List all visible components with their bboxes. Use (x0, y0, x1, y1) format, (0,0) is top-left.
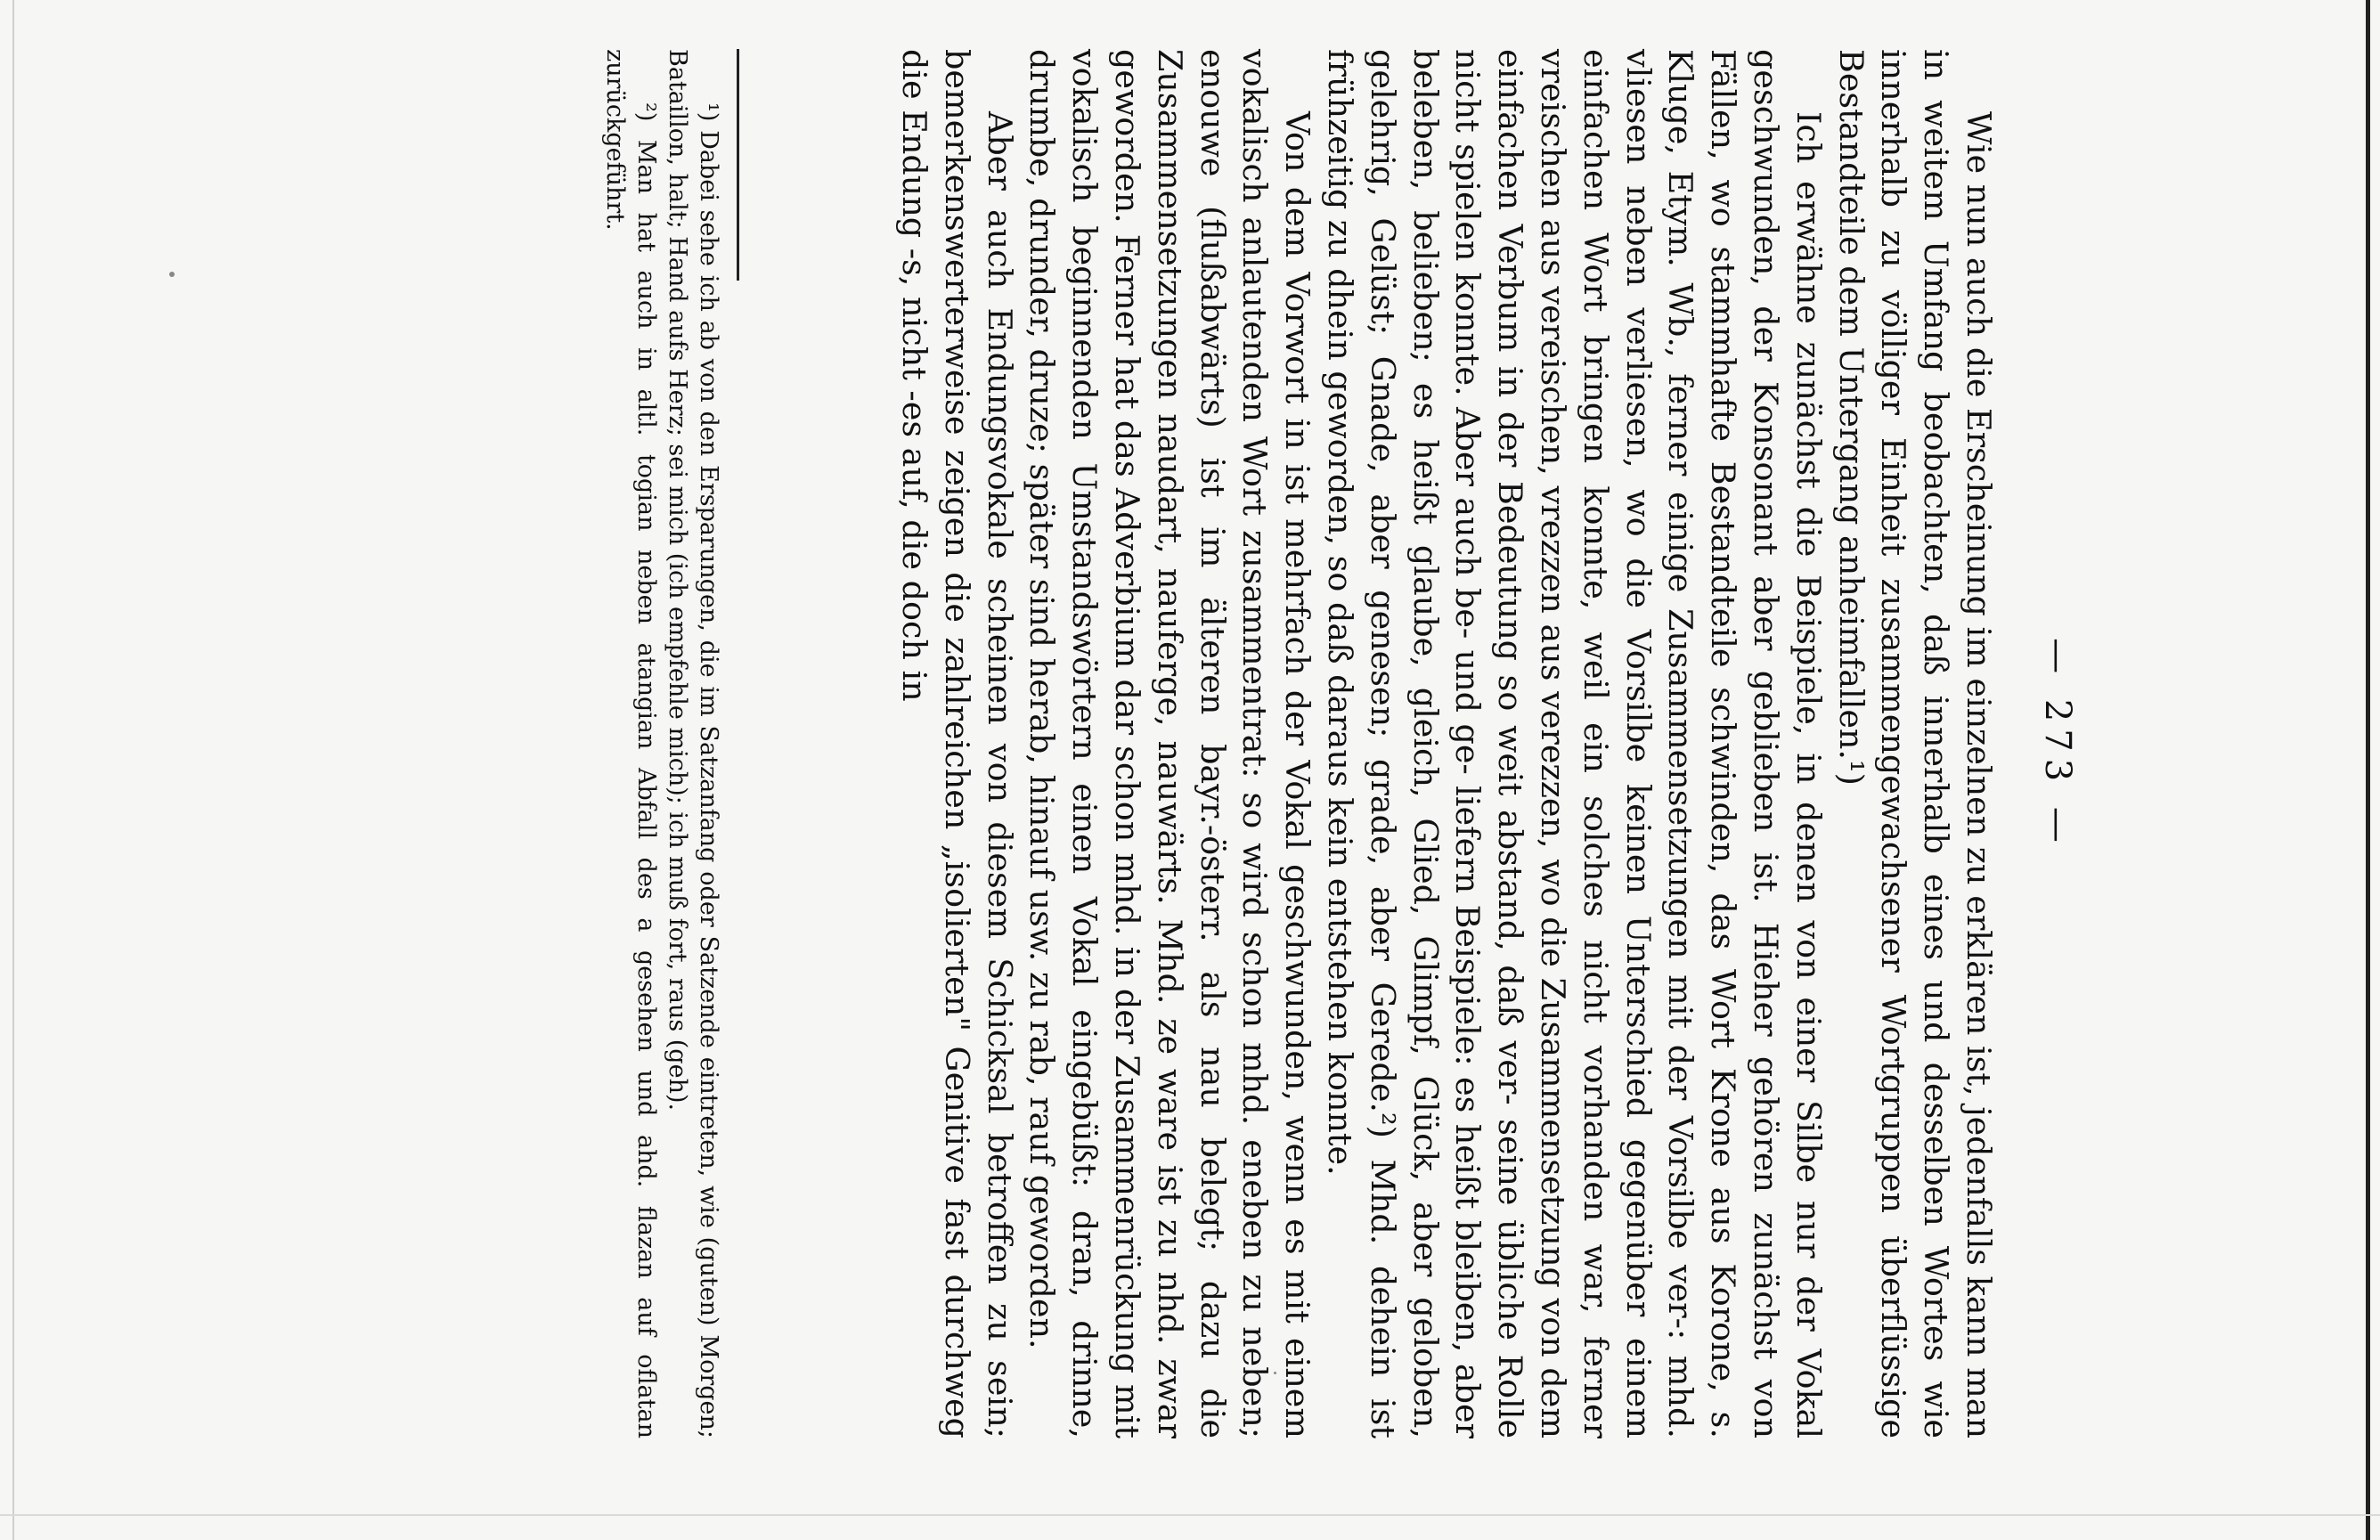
footnote: ¹) Dabei sehe ich ab von den Ersparungen, die im Satzanfang oder Satzende eintreten, wie (guten) Morgen; Bataillon, halt; Hand aufs Herz; sei mich (ich empfehle mich); ich muß fort, raus (geh). (664, 49, 722, 1438)
page-body (892, 49, 2000, 1438)
dust-speck (169, 272, 175, 277)
footnote-rule (737, 49, 739, 281)
paragraph: Wie nun auch die Erscheinung im einzelnen zu erklären ist, jedenfalls kann man in weitem Umfang beobachten, daß innerhalb eines und desselben Wortes wie innerhalb zu völliger Einheit zusammengewachsener Wortgruppen überflüssige Bestandteile dem Untergang anheimfallen.¹) (1831, 49, 1998, 1438)
book-page (298, 49, 2089, 1438)
paragraph: Ich erwähne zunächst die Beispiele, in denen von einer Silbe nur der Vokal geschwunden, der Konsonant aber geblieben ist. Hieher gehören zunächst von Fällen, wo stammhafte Bestandteile schwinden, das Wort Krone aus Korone, s. Kluge, Etym. Wb., ferner einige Zusammensetzungen mit der Vorsilbe ver-: mhd. vliesen neben verliesen, wo die Vorsilbe keinen Unterschied gegenüber einem einfachen Wort bringen konnte, weil ein solches nicht vorhanden war, ferner vreischen aus vereischen, vrezzen aus verezzen, wo die Zusammensetzung von dem einfachen Verbum in der Bedeutung so weit abstand, daß ver- seine übliche Rolle nicht spielen konnte. Aber auch be- und ge- liefern Beispiele: es heißt bleiben, aber beleben, belieben; es heißt glaube, gleich, Glied, Glimpf, Glück, aber geloben, gelehrig, Gelüst; Gnade, aber genesen; grade, aber Gerede.²) Mhd. dehein ist frühzeitig zu dhein geworden, so daß daraus kein entstehen konnte. (1321, 49, 1828, 1438)
paragraph: Von dem Vorwort in ist mehrfach der Vokal geschwunden, wenn es mit einem vokalisch anlautenden Wort zusammentrat: so wird schon mhd. eneben zu neben; enouwe (flußabwärts) ist im älteren bayr.-österr. als nau belegt; dazu die Zusammensetzungen naudart, nauferge, nauwärts. Mhd. ze ware ist zu nhd. zwar geworden. Ferner hat das Adverbium dar schon mhd. in der Zusammenrückung mit vokalisch beginnenden Umstandswörtern einen Vokal eingebüßt: dran, drinne, drumbe, drunder, druze; später sind herab, hinauf usw. zu rab, rauf geworden. (1023, 49, 1317, 1438)
footnote: ²) Man hat auch in altl. togian neben atangian Abfall des a gesehen und ahd. flazan auf oflatan zurückgeführt. (601, 49, 660, 1438)
scan-left-edge (12, 0, 14, 1540)
footnotes (599, 49, 724, 1438)
paragraph: Aber auch Endungsvokale scheinen von diesem Schicksal betroffen zu sein; bemerkenswerterweise zeigen die zahlreichen „isolierten" Genitive fast durchweg die Endung -s, nicht -es auf, die doch in (895, 49, 1019, 1438)
page-number: — 273 — (2037, 638, 2078, 850)
scan-bottom-edge (0, 1514, 2380, 1516)
scan-right-edge (2366, 0, 2370, 1540)
